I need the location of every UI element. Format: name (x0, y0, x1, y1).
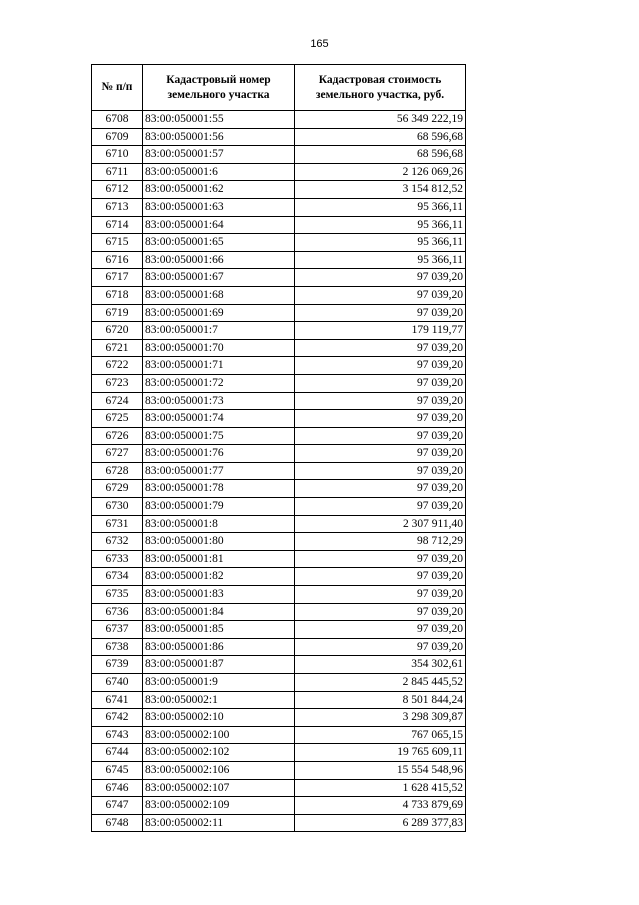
cadastral-number-cell: 83:00:050001:69 (143, 304, 295, 322)
cadastral-value-table (91, 64, 466, 832)
cadastral-number-cell: 83:00:050001:6 (143, 163, 295, 181)
row-number-cell: 6712 (92, 181, 143, 199)
row-number-cell: 6742 (92, 709, 143, 727)
cadastral-value-cell: 2 307 911,40 (295, 515, 466, 533)
table-row (92, 674, 466, 692)
cadastral-value-cell: 97 039,20 (295, 638, 466, 656)
cadastral-value-cell: 97 039,20 (295, 550, 466, 568)
row-number-cell: 6717 (92, 269, 143, 287)
row-number-cell: 6747 (92, 797, 143, 815)
cadastral-value-cell: 3 154 812,52 (295, 181, 466, 199)
table-row (92, 498, 466, 516)
cadastral-number-cell: 83:00:050001:81 (143, 550, 295, 568)
cadastral-value-cell: 179 119,77 (295, 322, 466, 340)
cadastral-value-cell: 15 554 548,96 (295, 761, 466, 779)
row-number-cell: 6731 (92, 515, 143, 533)
cadastral-number-cell: 83:00:050001:74 (143, 410, 295, 428)
table-row (92, 392, 466, 410)
table-row (92, 550, 466, 568)
table-row (92, 462, 466, 480)
row-number-cell: 6740 (92, 674, 143, 692)
cadastral-number-cell: 83:00:050001:7 (143, 322, 295, 340)
cadastral-value-cell: 68 596,68 (295, 146, 466, 164)
table-row (92, 427, 466, 445)
row-number-cell: 6743 (92, 726, 143, 744)
cadastral-number-cell: 83:00:050002:107 (143, 779, 295, 797)
cadastral-value-cell: 97 039,20 (295, 445, 466, 463)
cadastral-number-cell: 83:00:050002:100 (143, 726, 295, 744)
cadastral-number-cell: 83:00:050001:63 (143, 198, 295, 216)
cadastral-value-cell: 95 366,11 (295, 198, 466, 216)
row-number-cell: 6721 (92, 339, 143, 357)
row-number-cell: 6711 (92, 163, 143, 181)
cadastral-value-cell: 8 501 844,24 (295, 691, 466, 709)
cadastral-value-cell: 56 349 222,19 (295, 111, 466, 129)
table-header-row (92, 65, 466, 111)
table-row (92, 533, 466, 551)
row-number-cell: 6714 (92, 216, 143, 234)
cadastral-number-cell: 83:00:050001:84 (143, 603, 295, 621)
cadastral-value-cell: 97 039,20 (295, 304, 466, 322)
row-number-cell: 6720 (92, 322, 143, 340)
table-row (92, 163, 466, 181)
table-row (92, 515, 466, 533)
table-row (92, 691, 466, 709)
cadastral-number-cell: 83:00:050001:57 (143, 146, 295, 164)
cadastral-value-cell: 97 039,20 (295, 410, 466, 428)
cadastral-number-cell: 83:00:050001:73 (143, 392, 295, 410)
header-row-number: № п/п (92, 65, 143, 111)
cadastral-number-cell: 83:00:050001:83 (143, 586, 295, 604)
cadastral-value-cell: 97 039,20 (295, 357, 466, 375)
cadastral-value-cell: 2 845 445,52 (295, 674, 466, 692)
cadastral-number-cell: 83:00:050001:79 (143, 498, 295, 516)
table-row (92, 480, 466, 498)
row-number-cell: 6722 (92, 357, 143, 375)
cadastral-value-cell: 95 366,11 (295, 216, 466, 234)
row-number-cell: 6723 (92, 374, 143, 392)
cadastral-value-cell: 97 039,20 (295, 374, 466, 392)
cadastral-number-cell: 83:00:050001:76 (143, 445, 295, 463)
cadastral-number-cell: 83:00:050002:106 (143, 761, 295, 779)
table-row (92, 216, 466, 234)
row-number-cell: 6734 (92, 568, 143, 586)
cadastral-value-cell: 97 039,20 (295, 462, 466, 480)
header-cadastral-number: Кадастровый номер земельного участка (143, 65, 295, 111)
row-number-cell: 6716 (92, 251, 143, 269)
cadastral-number-cell: 83:00:050001:86 (143, 638, 295, 656)
table-row (92, 586, 466, 604)
header-cadastral-value: Кадастровая стоимость земельного участка, руб. (295, 65, 466, 111)
cadastral-number-cell: 83:00:050001:70 (143, 339, 295, 357)
page-number: 165 (310, 38, 329, 50)
row-number-cell: 6729 (92, 480, 143, 498)
cadastral-value-cell: 97 039,20 (295, 392, 466, 410)
cadastral-value-cell: 97 039,20 (295, 568, 466, 586)
row-number-cell: 6715 (92, 234, 143, 252)
cadastral-value-cell: 97 039,20 (295, 480, 466, 498)
cadastral-number-cell: 83:00:050001:71 (143, 357, 295, 375)
row-number-cell: 6735 (92, 586, 143, 604)
cadastral-value-cell: 6 289 377,83 (295, 814, 466, 832)
row-number-cell: 6737 (92, 621, 143, 639)
cadastral-number-cell: 83:00:050001:66 (143, 251, 295, 269)
row-number-cell: 6725 (92, 410, 143, 428)
cadastral-number-cell: 83:00:050001:67 (143, 269, 295, 287)
cadastral-number-cell: 83:00:050001:65 (143, 234, 295, 252)
table-row (92, 568, 466, 586)
cadastral-number-cell: 83:00:050001:78 (143, 480, 295, 498)
table-row (92, 234, 466, 252)
table-row (92, 181, 466, 199)
cadastral-value-cell: 3 298 309,87 (295, 709, 466, 727)
cadastral-number-cell: 83:00:050001:9 (143, 674, 295, 692)
row-number-cell: 6738 (92, 638, 143, 656)
table-row (92, 761, 466, 779)
cadastral-value-cell: 97 039,20 (295, 427, 466, 445)
cadastral-value-cell: 97 039,20 (295, 603, 466, 621)
row-number-cell: 6736 (92, 603, 143, 621)
cadastral-number-cell: 83:00:050001:64 (143, 216, 295, 234)
cadastral-number-cell: 83:00:050002:102 (143, 744, 295, 762)
cadastral-number-cell: 83:00:050002:10 (143, 709, 295, 727)
cadastral-number-cell: 83:00:050001:85 (143, 621, 295, 639)
row-number-cell: 6739 (92, 656, 143, 674)
table-row (92, 304, 466, 322)
table-row (92, 251, 466, 269)
cadastral-number-cell: 83:00:050001:68 (143, 286, 295, 304)
row-number-cell: 6709 (92, 128, 143, 146)
table-row (92, 146, 466, 164)
cadastral-number-cell: 83:00:050001:82 (143, 568, 295, 586)
row-number-cell: 6710 (92, 146, 143, 164)
table-row (92, 111, 466, 129)
table-row (92, 286, 466, 304)
table-row (92, 128, 466, 146)
table-row (92, 726, 466, 744)
cadastral-number-cell: 83:00:050001:55 (143, 111, 295, 129)
cadastral-number-cell: 83:00:050001:72 (143, 374, 295, 392)
row-number-cell: 6745 (92, 761, 143, 779)
cadastral-value-cell: 97 039,20 (295, 339, 466, 357)
cadastral-value-cell: 97 039,20 (295, 621, 466, 639)
cadastral-number-cell: 83:00:050001:62 (143, 181, 295, 199)
table-row (92, 357, 466, 375)
row-number-cell: 6741 (92, 691, 143, 709)
cadastral-value-cell: 97 039,20 (295, 586, 466, 604)
table-row (92, 374, 466, 392)
table-row (92, 797, 466, 815)
cadastral-value-cell: 97 039,20 (295, 498, 466, 516)
cadastral-value-cell: 2 126 069,26 (295, 163, 466, 181)
cadastral-value-cell: 354 302,61 (295, 656, 466, 674)
row-number-cell: 6719 (92, 304, 143, 322)
row-number-cell: 6718 (92, 286, 143, 304)
cadastral-value-cell: 97 039,20 (295, 286, 466, 304)
row-number-cell: 6727 (92, 445, 143, 463)
row-number-cell: 6726 (92, 427, 143, 445)
cadastral-number-cell: 83:00:050001:87 (143, 656, 295, 674)
table-body (92, 111, 466, 832)
table-row (92, 744, 466, 762)
row-number-cell: 6732 (92, 533, 143, 551)
cadastral-number-cell: 83:00:050001:8 (143, 515, 295, 533)
table-row (92, 814, 466, 832)
cadastral-value-cell: 97 039,20 (295, 269, 466, 287)
cadastral-value-cell: 68 596,68 (295, 128, 466, 146)
table-row (92, 269, 466, 287)
cadastral-value-cell: 95 366,11 (295, 251, 466, 269)
table-row (92, 638, 466, 656)
cadastral-number-cell: 83:00:050002:11 (143, 814, 295, 832)
row-number-cell: 6724 (92, 392, 143, 410)
row-number-cell: 6713 (92, 198, 143, 216)
row-number-cell: 6746 (92, 779, 143, 797)
cadastral-value-cell: 1 628 415,52 (295, 779, 466, 797)
row-number-cell: 6733 (92, 550, 143, 568)
cadastral-number-cell: 83:00:050001:56 (143, 128, 295, 146)
table-row (92, 445, 466, 463)
row-number-cell: 6730 (92, 498, 143, 516)
table-row (92, 621, 466, 639)
cadastral-number-cell: 83:00:050002:1 (143, 691, 295, 709)
table-row (92, 709, 466, 727)
table-row (92, 198, 466, 216)
cadastral-number-cell: 83:00:050001:75 (143, 427, 295, 445)
cadastral-number-cell: 83:00:050001:77 (143, 462, 295, 480)
row-number-cell: 6728 (92, 462, 143, 480)
table-row (92, 603, 466, 621)
cadastral-number-cell: 83:00:050001:80 (143, 533, 295, 551)
table-row (92, 656, 466, 674)
table-row (92, 339, 466, 357)
row-number-cell: 6744 (92, 744, 143, 762)
table-row (92, 322, 466, 340)
row-number-cell: 6748 (92, 814, 143, 832)
table-row (92, 410, 466, 428)
cadastral-value-cell: 767 065,15 (295, 726, 466, 744)
table-row (92, 779, 466, 797)
cadastral-value-cell: 19 765 609,11 (295, 744, 466, 762)
row-number-cell: 6708 (92, 111, 143, 129)
cadastral-value-cell: 98 712,29 (295, 533, 466, 551)
cadastral-value-cell: 4 733 879,69 (295, 797, 466, 815)
cadastral-number-cell: 83:00:050002:109 (143, 797, 295, 815)
cadastral-value-cell: 95 366,11 (295, 234, 466, 252)
